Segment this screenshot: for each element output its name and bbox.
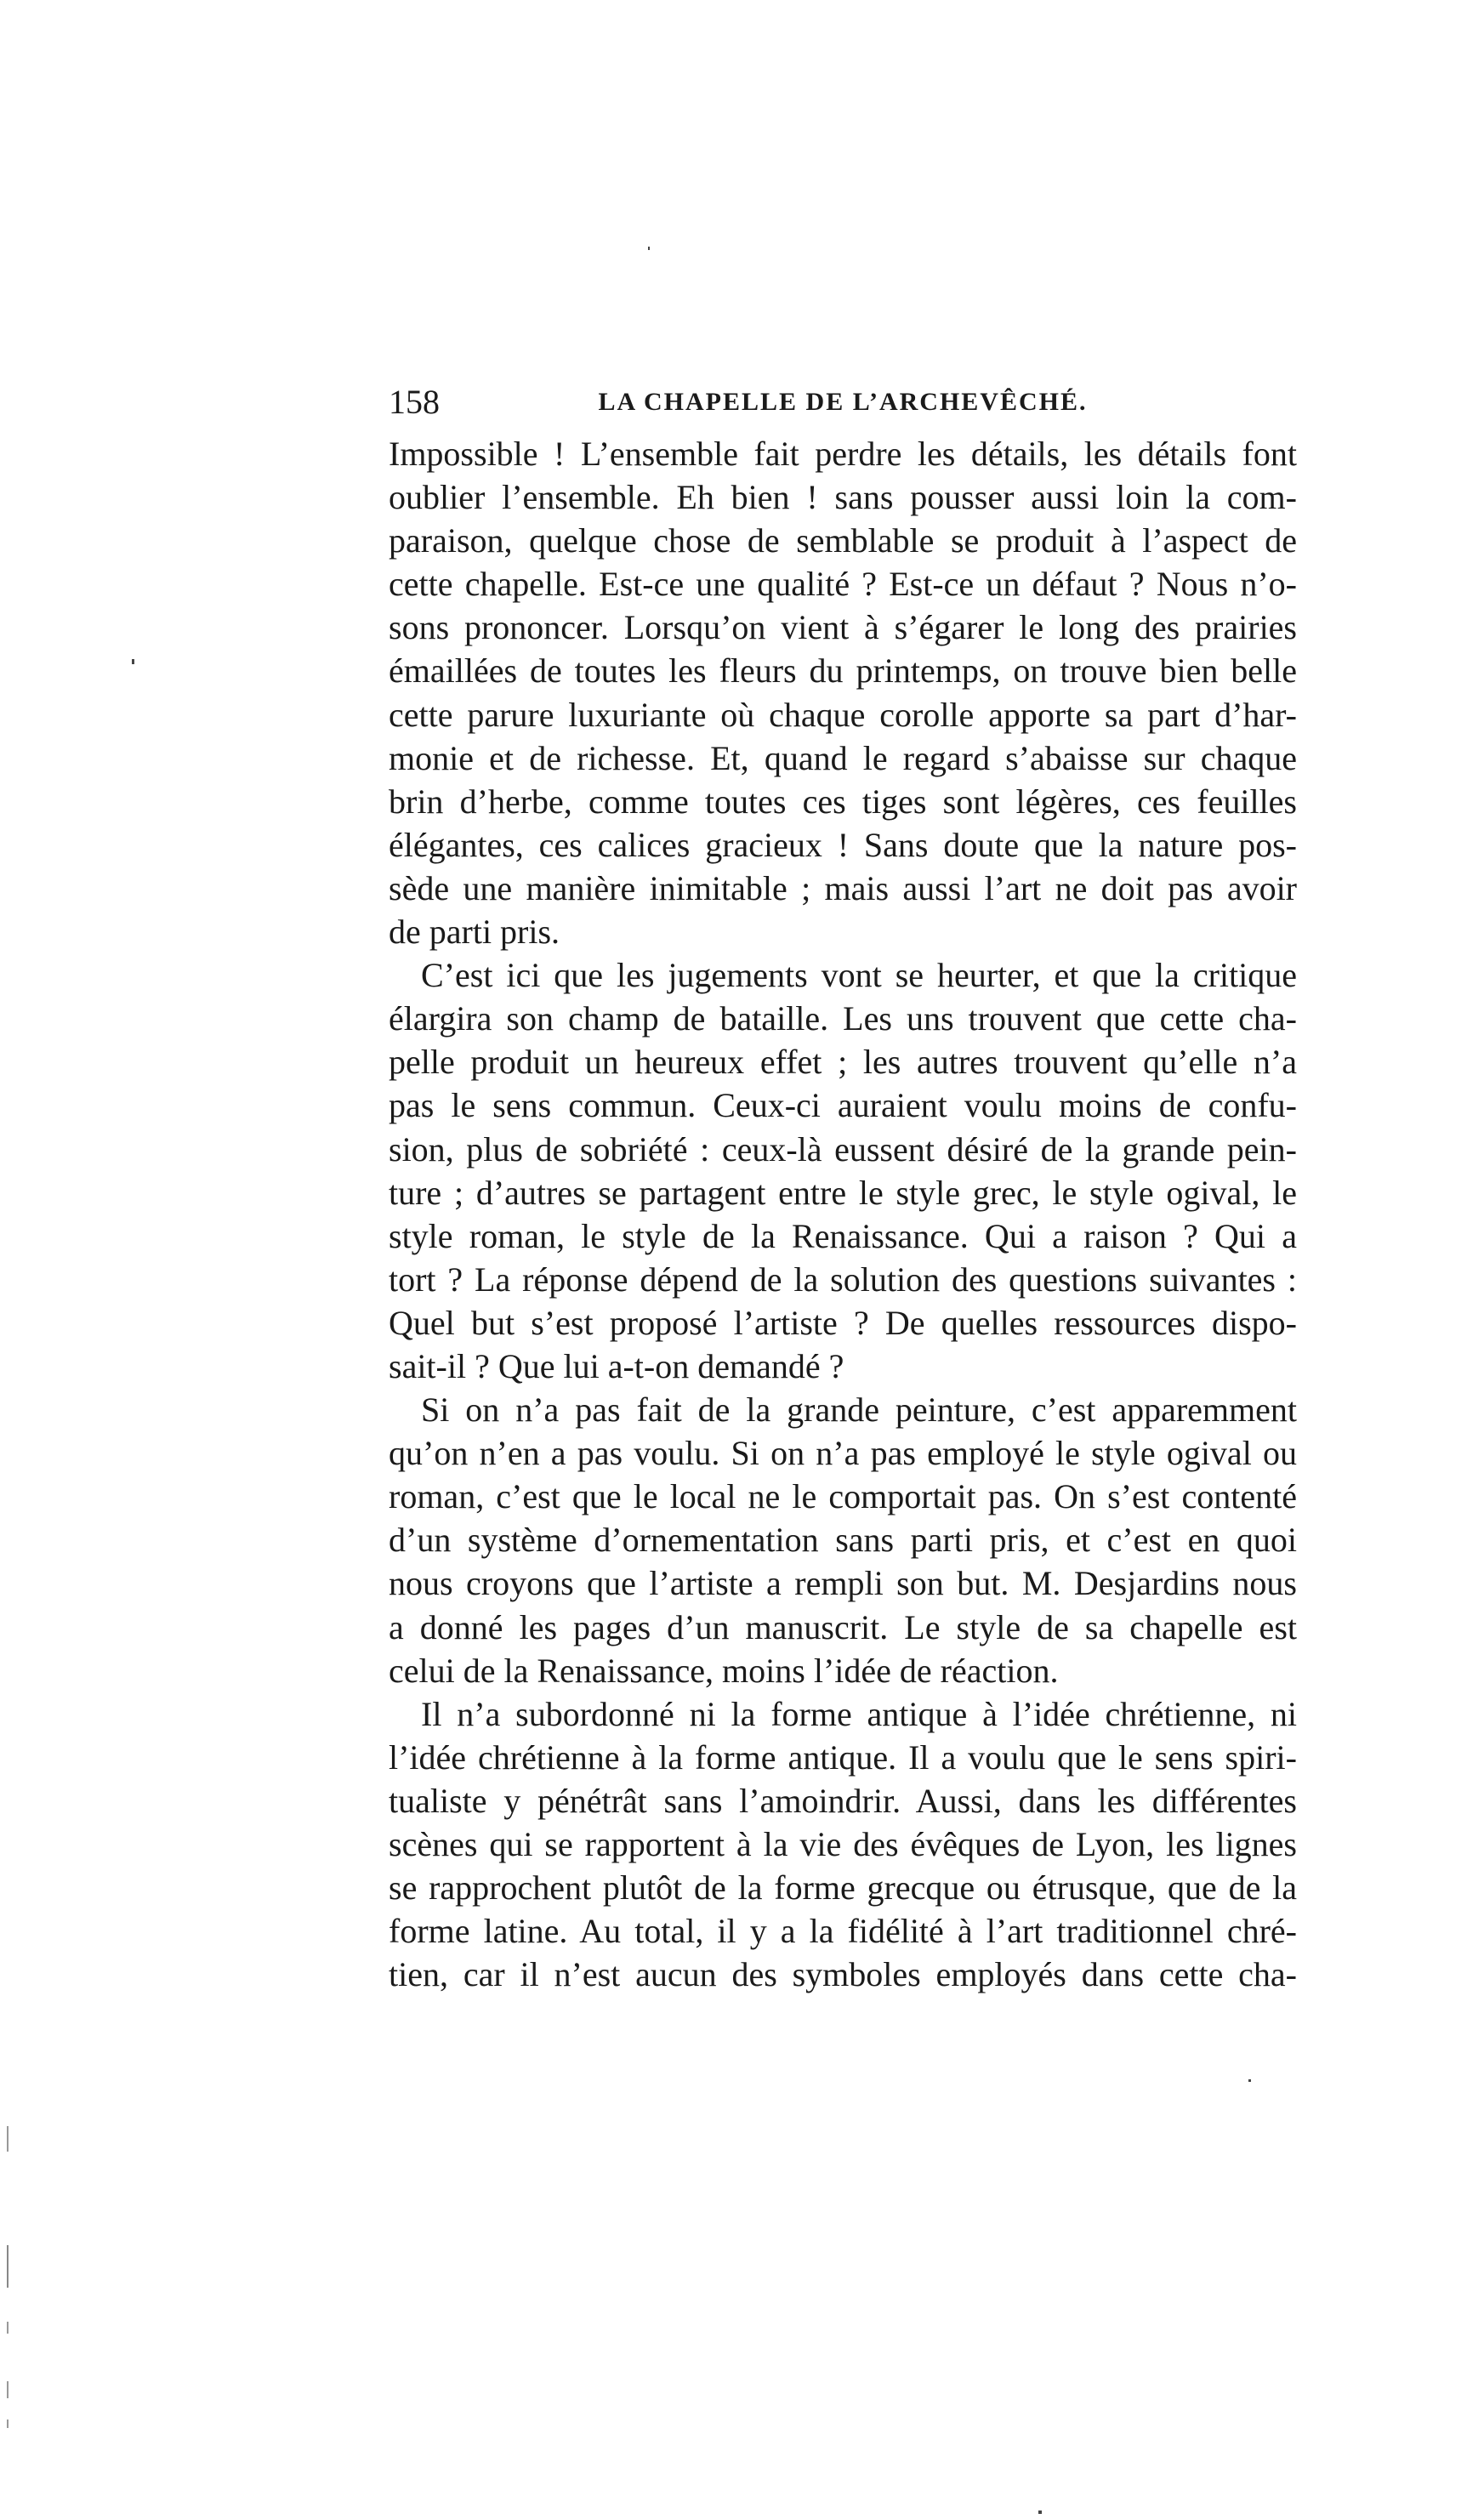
text-line: roman, c’est que le local ne le comportait pas. On s’est contenté [389, 1477, 1297, 1516]
text-line: ture ; d’autres se partagent entre le style grec, le style ogival, le [389, 1173, 1297, 1212]
text-line: scènes qui se rapportent à la vie des évêques de Lyon, les lignes [389, 1825, 1297, 1863]
text-line: tien, car il n’est aucun des symboles employés dans cette cha- [389, 1955, 1297, 1994]
text-line: a donné les pages d’un manuscrit. Le style de sa chapelle est [389, 1607, 1297, 1646]
text-line: d’un système d’ornementation sans parti pris, et c’est en quoi [389, 1521, 1297, 1560]
text-line: brin d’herbe, comme toutes ces tiges sont légères, ces feuilles [389, 782, 1297, 821]
text-line: élégantes, ces calices gracieux ! Sans doute que la nature pos- [389, 825, 1297, 864]
page-number: 158 [389, 383, 440, 421]
body-text [389, 432, 1297, 1996]
scan-speck [132, 659, 134, 664]
running-title: LA CHAPELLE DE L’ARCHEVÊCHÉ. [598, 388, 1088, 416]
scan-speck [1038, 2510, 1042, 2514]
text-line: sion, plus de sobriété : ceux-là eussent désiré de la grande pein- [389, 1129, 1297, 1169]
text-line: nous croyons que l’artiste a rempli son but. M. Desjardins nous [389, 1564, 1297, 1603]
text-line: Si on n’a pas fait de la grande peinture, c’est apparemment [421, 1390, 1297, 1430]
text-line: cette chapelle. Est-ce une qualité ? Est-ce un défaut ? Nous n’o- [389, 565, 1297, 604]
text-line: sait-il ? Que lui a-t-on demandé ? [389, 1346, 844, 1385]
text-line: pas le sens commun. Ceux-ci auraient voulu moins de confu- [389, 1086, 1297, 1125]
text-line: cette parure luxuriante où chaque corolle apporte sa part d’har- [389, 695, 1297, 734]
text-line: émaillées de toutes les fleurs du printemps, on trouve bien belle [389, 651, 1297, 691]
text-line: forme latine. Au total, il y a la fidélité à l’art traditionnel chré- [389, 1912, 1297, 1951]
text-line: qu’on n’en a pas voulu. Si on n’a pas employé le style ogival ou [389, 1434, 1297, 1473]
text-line: de parti pris. [389, 913, 560, 952]
scan-speck [7, 2381, 9, 2398]
text-line: C’est ici que les jugements vont se heurter, et que la critique [421, 956, 1297, 995]
text-line: sède une manière inimitable ; mais aussi l’art ne doit pas avoir [389, 868, 1297, 907]
text-line: sons prononcer. Lorsqu’on vient à s’égarer le long des prairies [389, 608, 1297, 647]
text-line: Impossible ! L’ensemble fait perdre les détails, les détails font [389, 435, 1297, 473]
scan-speck [7, 2245, 9, 2288]
text-line: monie et de richesse. Et, quand le regard s’abaisse sur chaque [389, 738, 1297, 777]
text-line: Quel but s’est proposé l’artiste ? De quelles ressources dispo- [389, 1303, 1297, 1342]
scan-speck [1248, 2079, 1251, 2082]
text-line: celui de la Renaissance, moins l’idée de réaction. [389, 1651, 1059, 1690]
scan-speck [7, 2126, 9, 2152]
text-line: tualiste y pénétrât sans l’amoindrir. Aussi, dans les différentes [389, 1781, 1297, 1820]
text-line: tort ? La réponse dépend de la solution des questions suivantes : [389, 1260, 1297, 1299]
text-line: élargira son champ de bataille. Les uns trouvent que cette cha- [389, 999, 1297, 1038]
text-line: oublier l’ensemble. Eh bien ! sans pousser aussi loin la com- [389, 478, 1297, 517]
text-line: se rapprochent plutôt de la forme grecque ou étrusque, que de la [389, 1868, 1297, 1908]
text-line: style roman, le style de la Renaissance. Qui a raison ? Qui a [389, 1216, 1297, 1255]
text-line: paraison, quelque chose de semblable se produit à l’aspect de [389, 521, 1297, 560]
text-line: Il n’a subordonné ni la forme antique à l’idée chrétienne, ni [421, 1694, 1297, 1733]
text-line: l’idée chrétienne à la forme antique. Il a voulu que le sens spiri- [389, 1737, 1297, 1777]
text-line: pelle produit un heureux effet ; les autres trouvent qu’elle n’a [389, 1043, 1297, 1082]
scan-speck [648, 247, 650, 250]
scan-speck [7, 2322, 9, 2334]
scan-speck [7, 2419, 9, 2428]
page-header [389, 381, 1297, 424]
